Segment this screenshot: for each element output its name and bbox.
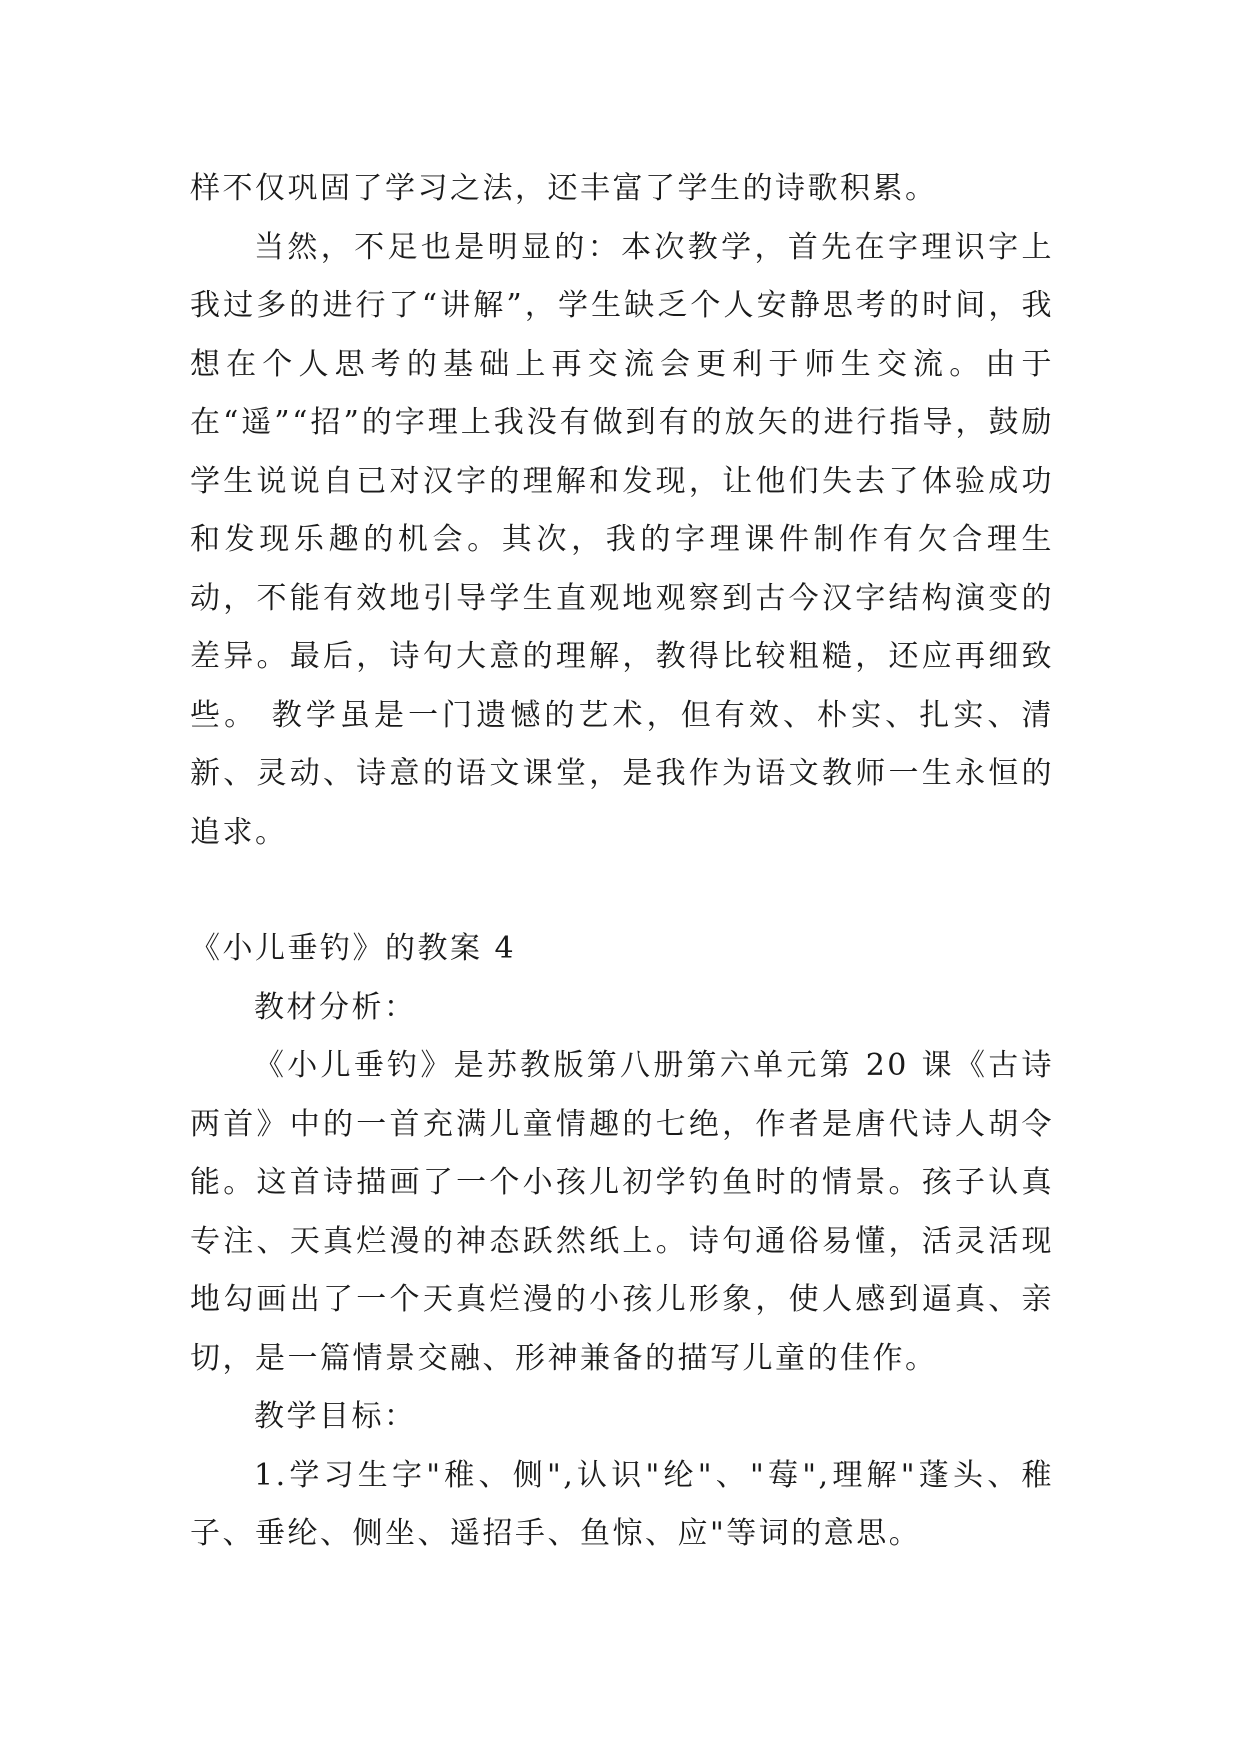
heading-analysis: 教材分析： — [254, 989, 417, 1025]
section-title: 《小儿垂钓》的教案 4 — [190, 931, 517, 966]
document-body — [190, 160, 1054, 1564]
paragraph-reflection: 当然，不足也是明显的：本次教学，首先在字理识字上我过多的进行了“讲解”，学生缺乏个人安静思考的时间，我想在个人思考的基础上再交流会更利于师生交流。由于在“遥”“招”的字理上我没有做到有的放矢的进行指导，鼓励学生说说自已对汉字的理解和发现，让他们失去了体验成功和发现乐趣的机会。其次，我的字理课件制作有欠合理生动，不能有效地引导学生直观地观察到古今汉字结构演变的差异。最后，诗句大意的理解，教得比较粗糙，还应再细致些。 教学虽是一门遗憾的艺术，但有效、朴实、扎实、清新、灵动、诗意的语文课堂，是我作为语文教师一生永恒的追求。 — [190, 229, 1054, 850]
goal-item-1: 1.学习生字"稚、侧",认识"纶"、"莓",理解"蓬头、稚子、垂纶、侧坐、遥招手、鱼惊、应"等词的意思。 — [190, 1457, 1054, 1551]
paragraph-continuation: 样不仅巩固了学习之法，还丰富了学生的诗歌积累。 — [190, 171, 938, 206]
heading-goals: 教学目标： — [254, 1399, 417, 1434]
section-spacer — [190, 862, 1054, 920]
paragraph-analysis: 《小儿垂钓》是苏教版第八册第六单元第 20 课《古诗两首》中的一首充满儿童情趣的七绝，作者是唐代诗人胡令能。这首诗描画了一个小孩儿初学钓鱼时的情景。孩子认真专注、天真烂漫的神态跃然纸上。诗句通俗易懂，活灵活现地勾画出了一个天真烂漫的小孩儿形象，使人感到逼真、亲切，是一篇情景交融、形神兼备的描写儿童的佳作。 — [190, 1048, 1054, 1376]
